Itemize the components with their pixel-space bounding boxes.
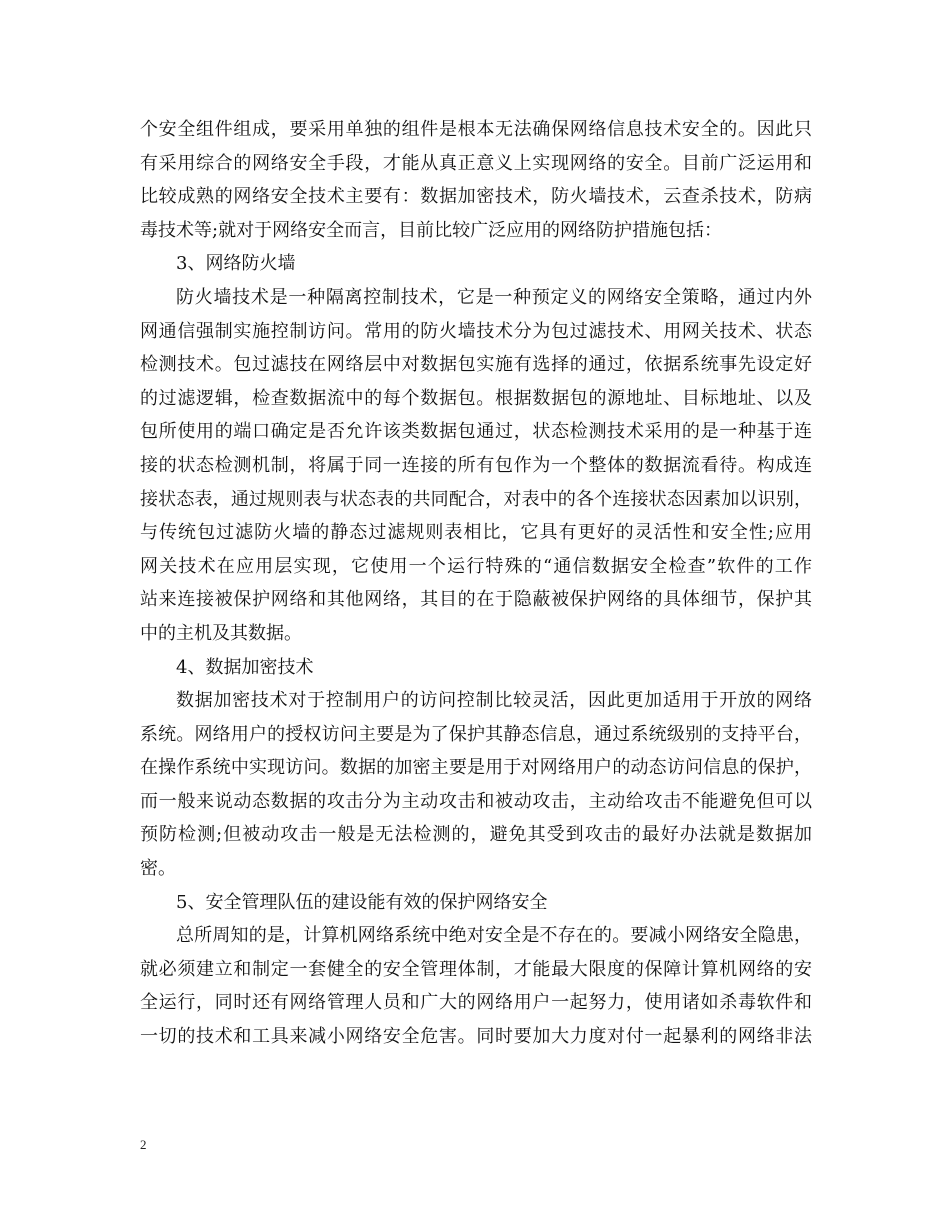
text-line: 接的状态检测机制，将属于同一连接的所有包作为一个整体的数据流看待。构成连 bbox=[140, 454, 812, 476]
text-line: 预防检测;但被动攻击一般是无法检测的，避免其受到攻击的最好办法就是数据加 bbox=[140, 824, 812, 846]
text-line: 防火墙技术是一种隔离控制技术，它是一种预定义的网络安全策略，通过内外 bbox=[176, 286, 812, 308]
text-line: 与传统包过滤防火墙的静态过滤规则表相比，它具有更好的灵活性和安全性;应用 bbox=[140, 522, 812, 544]
text-line: 包所使用的端口确定是否允许该类数据包通过，状态检测技术采用的是一种基于连 bbox=[140, 421, 812, 443]
text-line: 而一般来说动态数据的攻击分为主动攻击和被动攻击，主动给攻击不能避免但可以 bbox=[140, 790, 812, 812]
text-line: 在操作系统中实现访问。数据的加密主要是用于对网络用户的动态访问信息的保护， bbox=[140, 757, 812, 779]
text-line: 有采用综合的网络安全手段，才能从真正意义上实现网络的安全。目前广泛运用和 bbox=[140, 152, 812, 174]
text-line: 中的主机及其数据。 bbox=[140, 622, 302, 644]
text-line: 数据加密技术对于控制用户的访问控制比较灵活，因此更加适用于开放的网络 bbox=[176, 690, 812, 712]
text-line: 比较成熟的网络安全技术主要有：数据加密技术，防火墙技术，云查杀技术，防病 bbox=[140, 186, 812, 208]
text-line: 4、数据加密技术 bbox=[176, 656, 314, 678]
text-line: 密。 bbox=[140, 858, 176, 880]
text-line: 网通信强制实施控制访问。常用的防火墙技术分为包过滤技术、用网关技术、状态 bbox=[140, 320, 812, 342]
document-body bbox=[140, 113, 812, 1054]
text-line: 5、安全管理队伍的建设能有效的保护网络安全 bbox=[176, 891, 548, 913]
text-line: 3、网络防火墙 bbox=[176, 253, 296, 275]
text-line: 网关技术在应用层实现，它使用一个运行特殊的“通信数据安全检查”软件的工作 bbox=[140, 555, 812, 577]
text-line: 一切的技术和工具来减小网络安全危害。同时要加大力度对付一起暴利的网络非法 bbox=[140, 1026, 812, 1048]
text-line: 就必须建立和制定一套健全的安全管理体制，才能最大限度的保障计算机网络的安 bbox=[140, 958, 812, 980]
text-line: 个安全组件组成，要采用单独的组件是根本无法确保网络信息技术安全的。因此只 bbox=[140, 119, 812, 140]
text-line: 检测技术。包过滤技在网络层中对数据包实施有选择的通过，依据系统事先设定好 bbox=[140, 354, 812, 376]
text-line: 接状态表，通过规则表与状态表的共同配合，对表中的各个连接状态因素加以识别， bbox=[140, 488, 812, 510]
text-line: 毒技术等;就对于网络安全而言，目前比较广泛应用的网络防护措施包括： bbox=[140, 219, 723, 241]
text-line: 总所周知的是，计算机网络系统中绝对安全是不存在的。要减小网络安全隐患， bbox=[176, 925, 812, 947]
text-line: 系统。网络用户的授权访问主要是为了保护其静态信息，通过系统级别的支持平台， bbox=[140, 723, 812, 745]
text-line: 全运行，同时还有网络管理人员和广大的网络用户一起努力，使用诸如杀毒软件和 bbox=[140, 992, 812, 1014]
page-number: 2 bbox=[140, 1137, 147, 1152]
text-line: 站来连接被保护网络和其他网络，其目的在于隐蔽被保护网络的具体细节，保护其 bbox=[140, 589, 812, 611]
text-line: 的过滤逻辑，检查数据流中的每个数据包。根据数据包的源地址、目标地址、以及 bbox=[140, 387, 812, 409]
